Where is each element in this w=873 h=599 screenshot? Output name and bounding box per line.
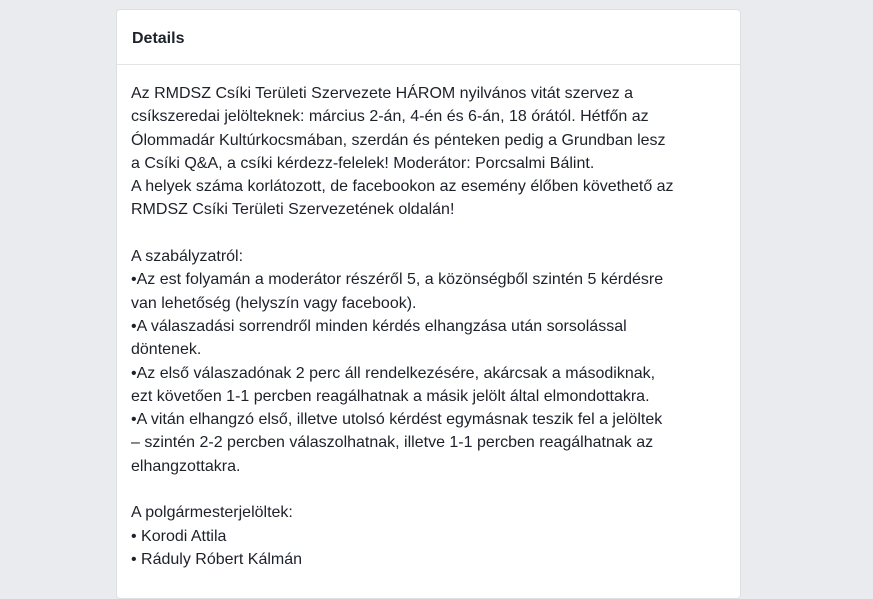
text-line: •Az első válaszadónak 2 perc áll rendelkezésére, akárcsak a másodiknak, [131,364,656,382]
description-paragraph-1 [131,82,725,222]
text-line: Ólommadár Kultúrkocsmában, szerdán és pénteken pedig a Grundban lesz [131,131,666,149]
paragraph-gap [131,222,725,245]
candidate-item: • Ráduly Róbert Kálmán [131,550,303,568]
text-line: A helyek száma korlátozott, de facebookon az esemény élőben követhető az [131,178,674,196]
text-line: •A vitán elhangzó első, illetve utolsó kérdést egymásnak teszik fel a jelöltek [131,411,663,429]
candidate-item: • Korodi Attila [131,527,227,545]
text-line: a Csíki Q&A, a csíki kérdezz-felelek! Moderátor: Porcsalmi Bálint. [131,154,595,172]
text-line: •Az est folyamán a moderátor részéről 5, a közönségből szintén 5 kérdésre [131,271,664,289]
rules-paragraph [131,245,725,478]
text-line: elhangzottakra. [131,457,241,475]
text-line: – szintén 2-2 percben válaszolhatnak, illetve 1-1 percben reagálhatnak az [131,434,654,452]
paragraph-gap [131,478,725,501]
text-line: ezt követően 1-1 percben reagálhatnak a másik jelölt által elmondottakra. [131,387,650,405]
details-header [117,10,740,65]
candidates-paragraph [131,501,725,571]
text-line: döntenek. [131,341,202,359]
text-line: csíkszeredai jelölteknek: március 2-án, 4-én és 6-án, 18 órától. Hétfőn az [131,108,649,126]
candidates-heading: A polgármesterjelöltek: [131,504,293,522]
text-line: van lehetőség (helyszín vagy facebook). [131,294,417,312]
text-line: Az RMDSZ Csíki Területi Szervezete HÁROM nyilvános vitát szervez a [131,85,634,102]
text-line: RMDSZ Csíki Területi Szervezetének oldalán! [131,201,455,219]
details-card [116,9,741,599]
rules-heading: A szabályzatról: [131,248,244,266]
text-line: •A válaszadási sorrendről minden kérdés elhangzása után sorsolással [131,317,627,335]
details-body [117,65,740,571]
details-title: Details [132,30,185,47]
